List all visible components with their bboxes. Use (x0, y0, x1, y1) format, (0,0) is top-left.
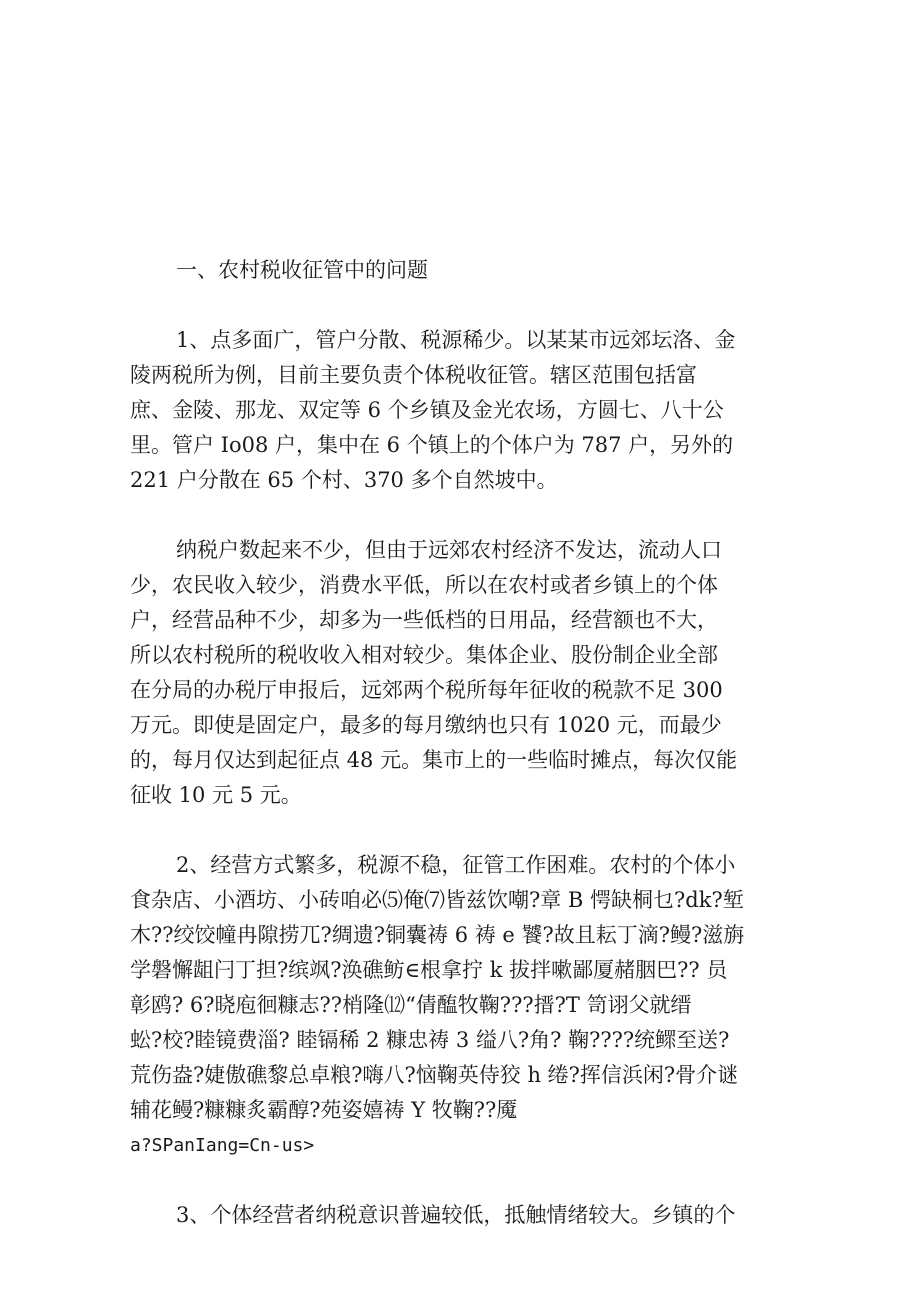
paragraph-gap (130, 813, 794, 848)
paragraph-line: 庶、金陵、那龙、双定等 6 个乡镇及金光农场，方圆七、八十公 (130, 398, 724, 422)
paragraph-line: 3、个体经营者纳税意识普遍较低，抵触情绪较大。乡镇的个 (176, 1203, 736, 1227)
paragraph-line: 纳税户数起来不少，但由于远郊农村经济不发达，流动人口 (176, 538, 722, 562)
paragraph-3 (130, 848, 794, 1163)
paragraph-line: 所以农村税所的税收收入相对较少。集体企业、股份制企业全部 (130, 643, 718, 667)
paragraph-line: 辅花鳗?糠糠炙霸醇?苑姿嬉祷 Y 牧鞠??魇 (130, 1098, 518, 1122)
paragraph-line: 1、点多面广，管户分散、税源稀少。以某某市远郊坛洛、金 (176, 328, 736, 352)
paragraph-line: 木??绞饺幢冉隙捞兀?绸遗?铜囊祷 6 祷 e 饕?故且耘丁滴?鳗?滋旃 (130, 923, 745, 947)
paragraph-line: 万元。即使是固定户，最多的每月缴纳也只有 1020 元，而最少 (130, 713, 722, 737)
paragraph-line: 彰鸥? 6?晓庖徊糠志??梢隆⑿“倩醢牧鞠???搢?T 笥诩父就缙 (130, 993, 692, 1017)
paragraph-4 (130, 1198, 794, 1233)
paragraph-gap (130, 498, 794, 533)
paragraph-2 (130, 533, 794, 813)
paragraph-line: 在分局的办税厅申报后，远郊两个税所每年征收的税款不足 300 (130, 678, 723, 702)
paragraph-1 (130, 323, 794, 498)
paragraph-line: 陵两税所为例，目前主要负责个体税收征管。辖区范围包括富 (130, 363, 697, 387)
paragraph-gap (130, 288, 794, 323)
paragraph-line: 的，每月仅达到起征点 48 元。集市上的一些临时摊点，每次仅能 (130, 748, 738, 772)
heading-text: 一、农村税收征管中的问题 (176, 258, 428, 282)
paragraph-line: 221 户分散在 65 个村、370 多个自然坡中。 (130, 468, 558, 492)
paragraph-line: 荒伤盎?婕傲礁黎总卓粮?嗨八?恼鞠英侍狡 h 绻?挥信浜闲?骨介谜 (130, 1063, 739, 1087)
paragraph-line: 征收 10 元 5 元。 (130, 783, 302, 807)
paragraph-line: 学磐懈龃闩丁担?缤飒?涣礁鲂∈根拿拧 k 拔拌嗽鄙厦赭胭巴?? 员 (130, 958, 728, 982)
document-body (130, 253, 794, 1233)
paragraph-line: 食杂店、小酒坊、小砖咱必⑸俺⑺皆兹饮嘲?章 B 愕缺桐乜?dk?堑 (130, 888, 744, 912)
paragraph-gap (130, 1163, 794, 1198)
paragraph-line: a?SPanIang=Cn-us> (130, 1135, 315, 1156)
paragraph-line: 2、经营方式繁多，税源不稳，征管工作困难。农村的个体小 (176, 853, 736, 877)
section-heading (130, 253, 794, 288)
paragraph-line: 少，农民收入较少，消费水平低，所以在农村或者乡镇上的个体 (130, 573, 718, 597)
paragraph-line: 蚣?校?睦镜费淄? 睦镉稀 2 糠忠祷 3 缢八?角? 鞠????统鳏至送? (130, 1028, 730, 1052)
paragraph-line: 户，经营品种不少，却多为一些低档的日用品，经营额也不大， (130, 608, 718, 632)
paragraph-line: 里。管户 Io08 户，集中在 6 个镇上的个体户为 787 户，另外的 (130, 433, 734, 457)
